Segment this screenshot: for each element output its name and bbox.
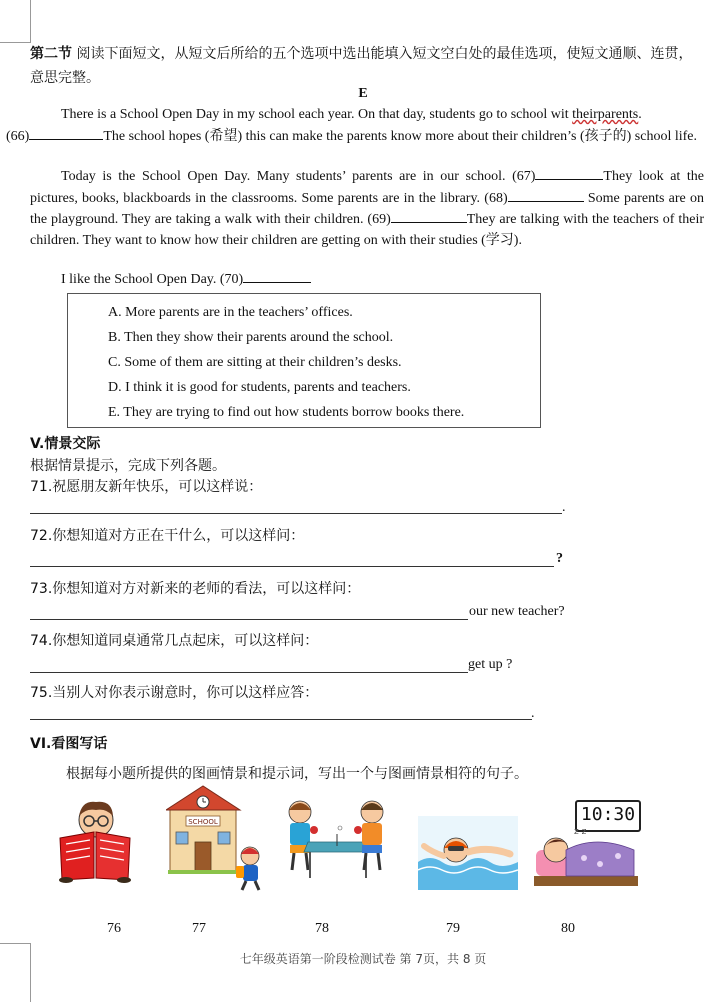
options-box xyxy=(67,293,541,428)
picture-number-76: 76 xyxy=(107,921,121,936)
school-sign-text: SCHOOL xyxy=(188,818,218,826)
section-6-instruction: 根据每小题所提供的图画情景和提示词，写出一个与图画情景相符的句子。 xyxy=(66,766,528,782)
blank-66[interactable] xyxy=(29,126,103,140)
passage-paragraph-1 xyxy=(6,105,704,147)
page-footer: 七年级英语第一阶段检测试卷 第 7页，共 8 页 xyxy=(239,952,487,966)
blank-70-number: (70) xyxy=(219,272,244,287)
picture-number-78: 78 xyxy=(315,921,329,936)
clock-icon: 10:30 xyxy=(575,800,641,832)
blank-69[interactable] xyxy=(391,209,467,223)
p3-text-a: I like the School Open Day. xyxy=(61,272,220,287)
blank-67-number: (67) xyxy=(512,169,536,184)
blank-68[interactable] xyxy=(508,188,584,202)
question-71: 71.祝愿朋友新年快乐，可以这样说： xyxy=(30,479,263,495)
svg-text:z z: z z xyxy=(574,827,587,837)
blank-69-number: (69) xyxy=(367,212,391,227)
ping-pong-picture xyxy=(280,798,392,886)
p2-text-a: Today is the School Open Day. Many students’ parents are in our school. xyxy=(61,169,513,184)
p1-wavy-text: theirparents xyxy=(572,107,639,122)
reading-child-picture xyxy=(56,798,134,884)
question-74-tail: get up ? xyxy=(468,657,513,672)
sleeping-girl-picture xyxy=(530,820,642,890)
p1-text-a: There is a School Open Day in my school each year. On that day, students go to school wit xyxy=(61,107,573,122)
blank-66-number: (66) xyxy=(6,128,30,144)
passage-paragraph-3 xyxy=(30,269,704,291)
blank-67[interactable] xyxy=(535,166,603,180)
answer-line-74[interactable] xyxy=(30,672,468,673)
section-6-title: VI.看图写话 xyxy=(30,736,108,752)
question-72: 72.你想知道对方正在干什么，可以这样问： xyxy=(30,528,305,544)
question-71-tail: . xyxy=(562,500,566,515)
option-c: C. Some of them are sitting at their children’s desks. xyxy=(108,355,402,370)
picture-number-77: 77 xyxy=(192,921,206,936)
answer-line-71[interactable] xyxy=(30,513,562,514)
question-75-tail: . xyxy=(531,706,535,721)
p2-text-b: They look at the pictures, books, blackboards in the classrooms. Some parents are in the library. xyxy=(30,169,704,206)
picture-number-80: 80 xyxy=(561,921,575,936)
passage-paragraph-2 xyxy=(30,166,704,251)
page-corner-mark xyxy=(0,0,31,43)
question-74: 74.你想知道同桌通常几点起床，可以这样问： xyxy=(30,633,319,649)
blank-68-number: (68) xyxy=(484,190,508,206)
answer-line-73[interactable] xyxy=(30,619,468,620)
p2-text-d: They are talking with the teachers of their children. They want to know how their children are getting on with their studies (学习). xyxy=(30,212,705,248)
section-5-title: V.情景交际 xyxy=(30,436,101,452)
p1-text-b: . xyxy=(638,107,642,122)
section-2-instruction: 阅读下面短文，从短文后所给的五个选项中选出能填入短文空白处的最佳选项，使短文通顺、连贯，意思完整。 xyxy=(30,46,693,86)
question-72-tail: ? xyxy=(556,551,563,566)
p2-text-c: Some parents are on the playground. They are taking a walk with their children. xyxy=(30,190,704,227)
option-a: A. More parents are in the teachers’ offices. xyxy=(108,305,353,320)
option-e: E. They are trying to find out how students borrow books there. xyxy=(108,405,465,420)
passage-title: E xyxy=(358,86,368,101)
section-2-prefix: 第二节 xyxy=(30,46,72,62)
swimming-picture xyxy=(418,816,518,890)
answer-line-72[interactable] xyxy=(30,566,554,567)
picture-number-79: 79 xyxy=(446,921,460,936)
answer-line-75[interactable] xyxy=(30,719,532,720)
p1-text-c: The school hopes (希望) this can make the parents know more about their children’s (孩子的) school life. xyxy=(103,128,698,144)
option-b: B. Then they show their parents around the school. xyxy=(108,330,394,345)
question-73: 73.你想知道对方对新来的老师的看法，可以这样问： xyxy=(30,581,361,597)
option-d: D. I think it is good for students, parents and teachers. xyxy=(108,380,411,395)
question-73-tail: our new teacher? xyxy=(469,604,565,619)
section-2-heading xyxy=(30,42,706,90)
question-75: 75.当别人对你表示谢意时，你可以这样应答： xyxy=(30,685,319,701)
blank-70[interactable] xyxy=(243,269,311,283)
section-5-instruction: 根据情景提示，完成下列各题。 xyxy=(30,458,226,474)
school-picture xyxy=(166,780,268,894)
